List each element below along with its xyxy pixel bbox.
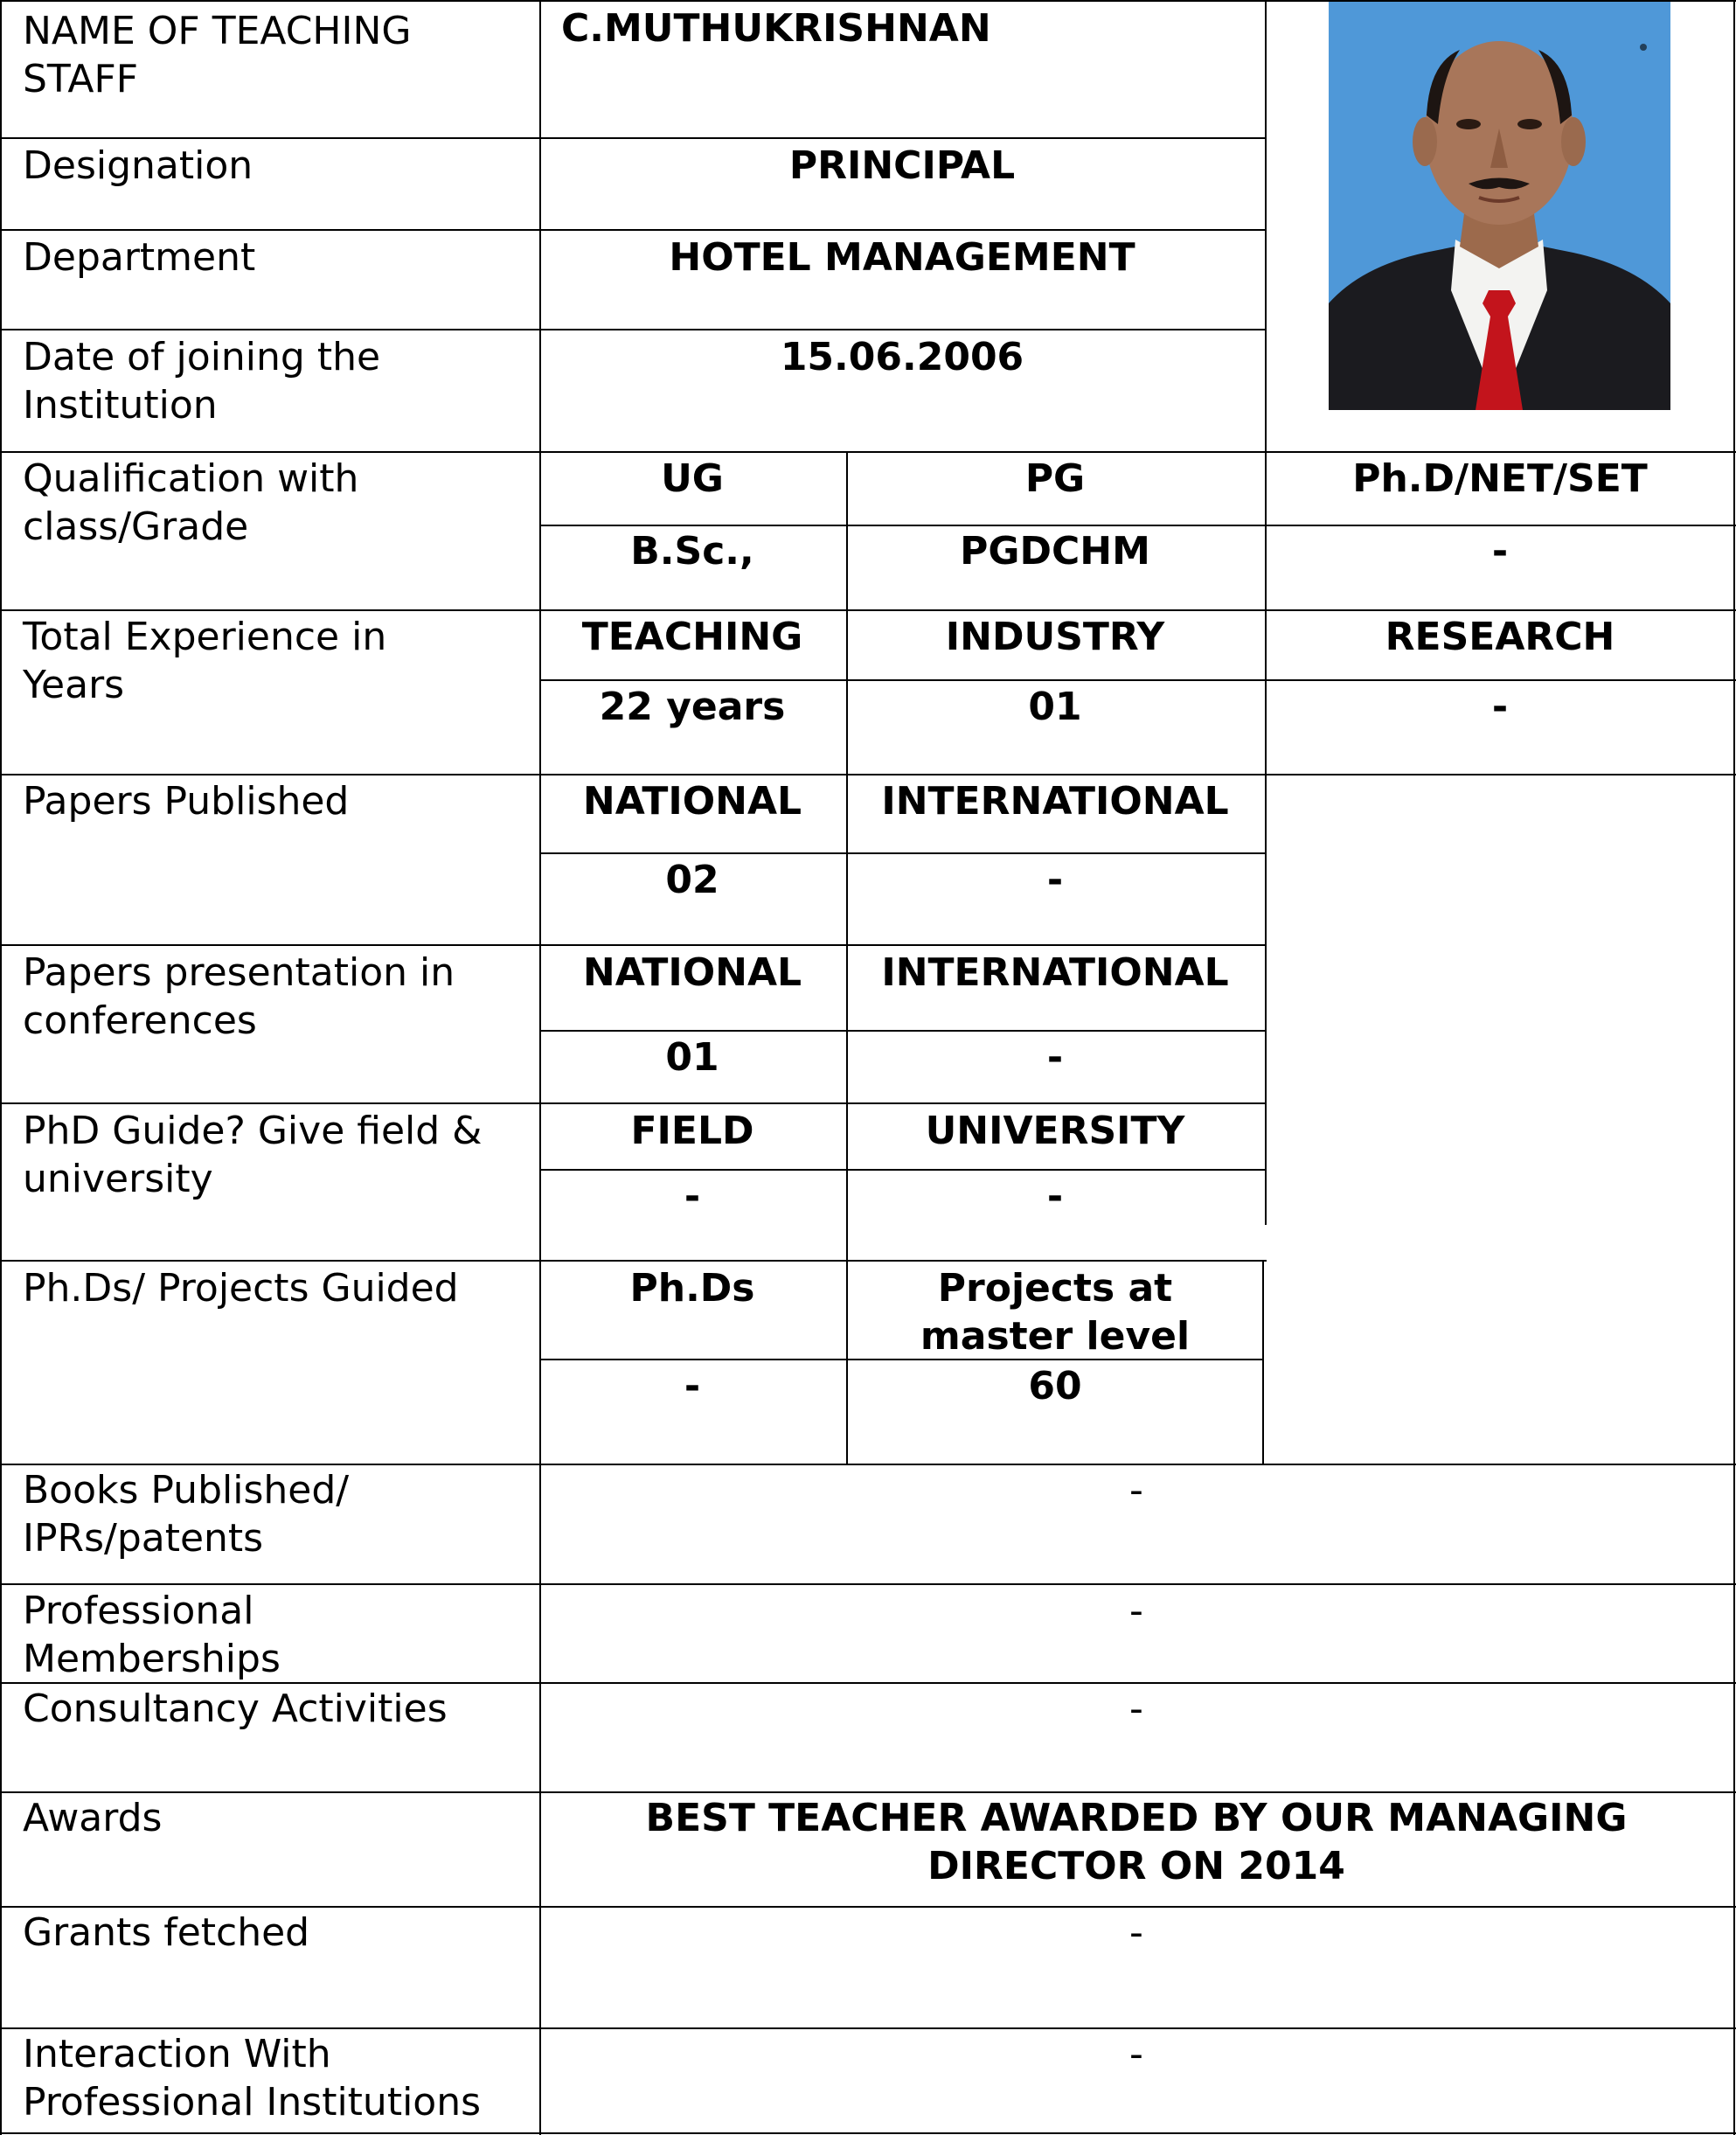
phd-guide-university-value: - (1046, 1174, 1064, 1219)
memberships-value: - (1129, 1589, 1143, 1633)
qualification-phd-value: - (1491, 529, 1509, 574)
experience-header-industry: INDUSTRY (945, 615, 1165, 659)
phds-projects-header-projects: Projects at master level (920, 1266, 1191, 1359)
experience-header-research: RESEARCH (1385, 615, 1615, 659)
papers-published-header-international: INTERNATIONAL (881, 779, 1229, 824)
label-designation: Designation (23, 143, 253, 188)
books-value: - (1129, 1468, 1143, 1513)
label-books-published: Books Published/ IPRs/patents (23, 1468, 350, 1561)
papers-presentation-international-value: - (1046, 1035, 1064, 1080)
qualification-header-pg: PG (1024, 456, 1086, 501)
papers-published-header-national: NATIONAL (582, 779, 802, 824)
label-total-experience: Total Experience in Years (23, 615, 387, 707)
papers-published-national-value: 02 (665, 858, 719, 902)
grants-value: - (1129, 1910, 1143, 1955)
phd-guide-header-field: FIELD (630, 1109, 754, 1153)
papers-presentation-header-national: NATIONAL (582, 950, 802, 995)
phd-guide-field-value: - (684, 1174, 701, 1219)
phds-value: - (684, 1364, 701, 1408)
label-date-of-joining: Date of joining the Institution (23, 335, 381, 428)
label-qualification: Qualification with class/Grade (23, 456, 359, 549)
papers-published-international-value: - (1046, 858, 1064, 902)
qualification-ug-value: B.Sc., (630, 529, 754, 574)
department-value: HOTEL MANAGEMENT (669, 235, 1135, 280)
awards-value: BEST TEACHER AWARDED BY OUR MANAGING DIRECTOR ON 2014 (645, 1796, 1628, 1888)
phds-projects-header-phds: Ph.Ds (629, 1266, 755, 1311)
experience-industry-value: 01 (1028, 685, 1082, 729)
qualification-header-ug: UG (661, 456, 724, 501)
designation-value: PRINCIPAL (788, 143, 1016, 188)
projects-value: 60 (1028, 1364, 1082, 1408)
experience-teaching-value: 22 years (599, 685, 786, 729)
label-grants-fetched: Grants fetched (23, 1910, 310, 1955)
staff-name-value: C.MUTHUKRISHNAN (561, 6, 991, 51)
experience-header-teaching: TEACHING (581, 615, 803, 659)
qualification-header-phd: Ph.D/NET/SET (1352, 456, 1648, 501)
papers-presentation-header-international: INTERNATIONAL (881, 950, 1229, 995)
label-consultancy-activities: Consultancy Activities (23, 1686, 448, 1731)
label-professional-memberships: Professional Memberships (23, 1589, 281, 1681)
label-papers-published: Papers Published (23, 779, 350, 824)
label-interaction-professional-institutions: Interaction With Professional Institutions (23, 2032, 482, 2125)
papers-presentation-national-value: 01 (665, 1035, 719, 1080)
label-department: Department (23, 235, 256, 280)
label-name-of-teaching-staff: NAME OF TEACHING STAFF (23, 9, 412, 101)
date-of-joining-value: 15.06.2006 (780, 335, 1024, 379)
label-phds-projects-guided: Ph.Ds/ Projects Guided (23, 1266, 459, 1311)
label-awards: Awards (23, 1796, 163, 1840)
phd-guide-header-university: UNIVERSITY (925, 1109, 1185, 1153)
staff-photo (1329, 2, 1670, 410)
consultancy-value: - (1129, 1686, 1143, 1731)
label-phd-guide: PhD Guide? Give field & university (23, 1109, 483, 1201)
qualification-pg-value: PGDCHM (960, 529, 1150, 574)
label-papers-presentation: Papers presentation in conferences (23, 950, 455, 1043)
interaction-value: - (1129, 2032, 1143, 2076)
experience-research-value: - (1491, 685, 1509, 729)
